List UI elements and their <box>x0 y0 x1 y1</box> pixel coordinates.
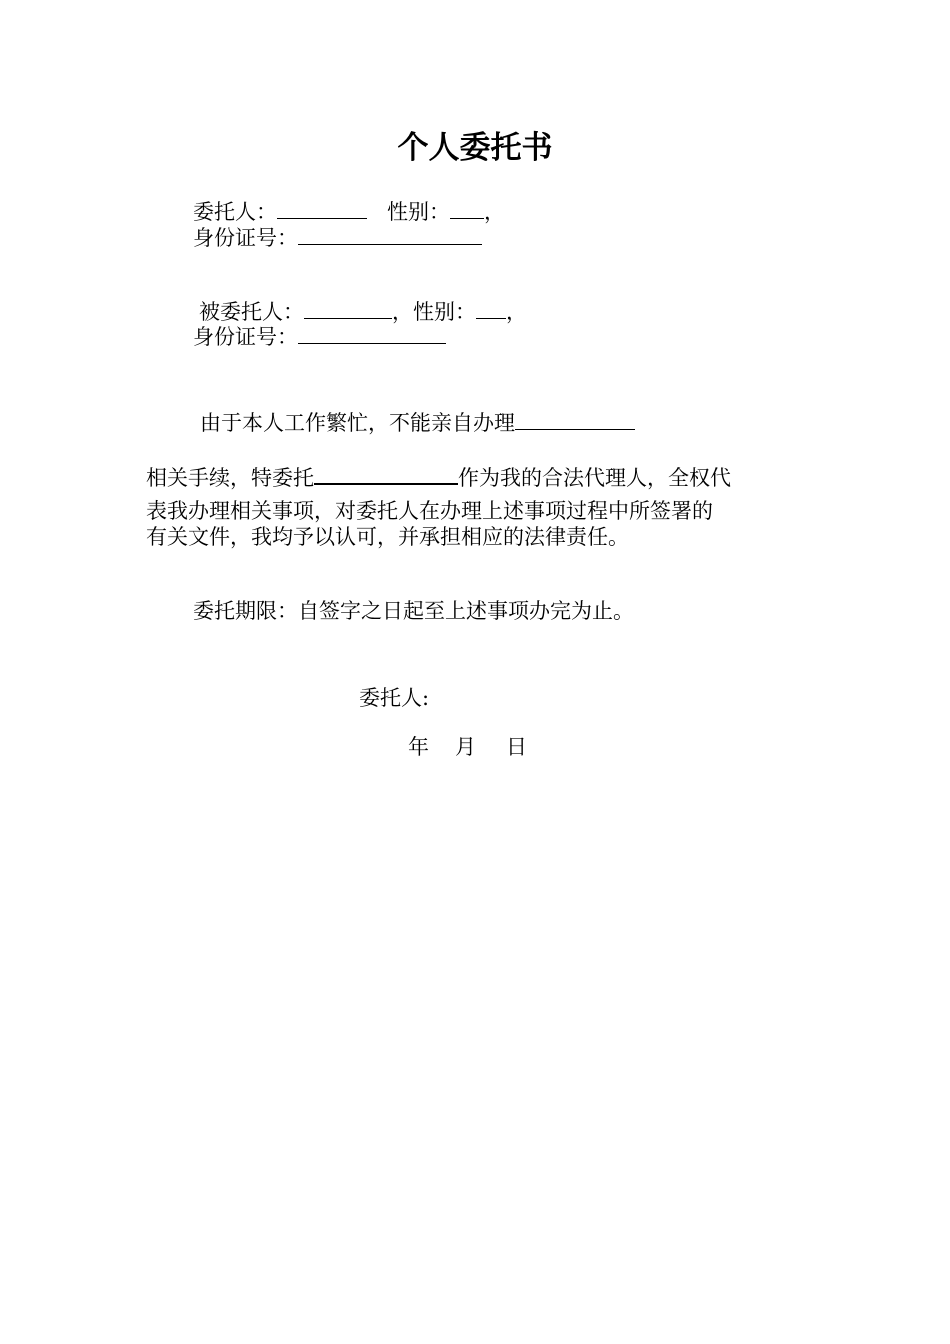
document-title: 个人委托书 <box>397 130 553 166</box>
agent-designation-blank[interactable] <box>314 465 458 485</box>
agent-gender-suffix: ， <box>506 300 527 324</box>
principal-id-line <box>193 225 482 251</box>
matter-blank[interactable] <box>515 411 635 430</box>
principal-gender-blank[interactable] <box>450 200 484 219</box>
principal-name-label: 委托人： <box>193 200 277 224</box>
agent-id-line <box>193 324 446 350</box>
principal-gender-suffix: ， <box>484 200 505 224</box>
principal-gender-label: 性别： <box>387 200 450 224</box>
agent-name-line <box>199 299 527 325</box>
date-day: 日 <box>506 735 527 759</box>
signature-label: 委托人: <box>359 686 430 710</box>
body-line-1-text: 由于本人工作繁忙，不能亲自办理 <box>200 411 515 435</box>
date-line <box>408 734 527 760</box>
term-line: 委托期限：自签字之日起至上述事项办完为止。 <box>193 599 634 623</box>
principal-name-blank[interactable] <box>277 200 367 219</box>
principal-name-line <box>193 199 505 225</box>
principal-id-label: 身份证号： <box>193 226 298 250</box>
agent-id-blank[interactable] <box>298 325 446 344</box>
agent-id-label: 身份证号： <box>193 325 298 349</box>
date-month: 月 <box>455 735 476 759</box>
body-line-4: 有关文件，我均予以认可，并承担相应的法律责任。 <box>146 525 629 549</box>
agent-gender-label: ，性别： <box>392 300 476 324</box>
principal-id-blank[interactable] <box>298 226 482 245</box>
body-line-1 <box>200 410 635 436</box>
agent-name-blank[interactable] <box>304 300 392 319</box>
agent-name-label: 被委托人： <box>199 300 304 324</box>
body-line-2b-text: 作为我的合法代理人，全权代 <box>458 466 731 490</box>
date-year: 年 <box>408 735 429 759</box>
body-line-3: 表我办理相关事项，对委托人在办理上述事项过程中所签署的 <box>146 499 713 523</box>
agent-gender-blank[interactable] <box>476 300 506 319</box>
body-line-2 <box>146 465 731 491</box>
body-line-2a-text: 相关手续，特委托 <box>146 466 314 490</box>
